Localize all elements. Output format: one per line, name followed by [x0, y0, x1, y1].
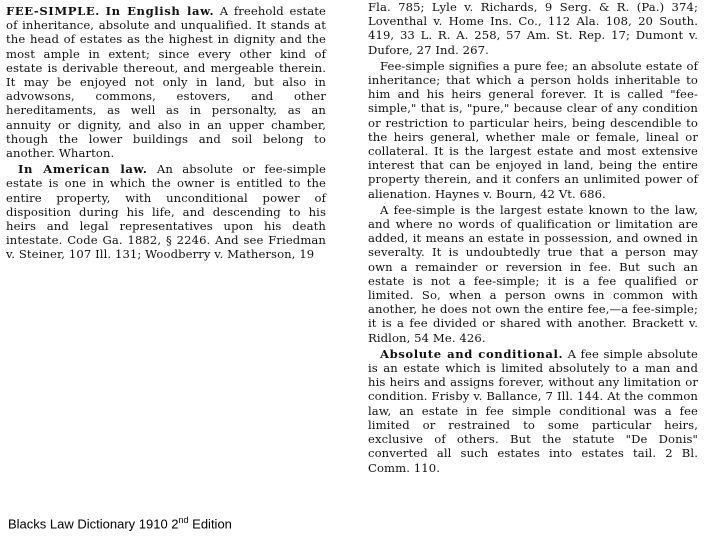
definition-english-law [6, 4, 326, 160]
fee-simple-signifies-text: Fee-simple signifies a pure fee; an absolute estate of inheritance; that which a person holds inheritable to him and his heirs general forever. It is called "fee-simple," that is, "pure," because clear of any condition or restriction to particular heirs, being descendible to the heirs general, whether male or female, lineal or collateral. It is the largest estate and most extensive interest that can be enjoyed in land, being the entire property therein, and it confers an unlimited power of alienation. Haynes v. Bourn, 42 Vt. 686. [368, 58, 698, 201]
absolute-conditional-heading: Absolute and conditional. [380, 346, 564, 361]
american-law-text: An absolute or fee-simple estate is one in which the owner is entitled to the entire property, with unconditional power of disposition during his life, and descending to his heirs and legal representatives upon his death intestate. Code Ga. 1882, § 2246. And see Friedman v. Steiner, 107 Ill. 131; Woodberry v. Matherson, 19 [6, 162, 326, 262]
fee-simple-signifies-paragraph [368, 59, 698, 201]
american-law-heading: In American law. [18, 162, 148, 177]
citation-continuation [368, 0, 698, 57]
absolute-conditional-text: A fee simple absolute is an estate which is limited absolutely to a man and his heirs and assigns forever, without any limitation or condition. Frisby v. Ballance, 7 Ill. 144. At the common law, an estate in fee simple conditional was a fee limited or restrained to some particular heirs, exclusive of others. But the statute "De Donis" converted all such estates into estates tail. 2 Bl. Comm. 110. [368, 346, 698, 475]
caption-superscript: nd [178, 515, 189, 525]
definition-american-law [6, 162, 326, 261]
english-law-text: A freehold estate of inheritance, absolute and unqualified. It stands at the head of estates as the highest in dignity and the most ample in extent; since every other kind of estate is derivable thereout, and mergeable therein. It may be enjoyed not only in land, but also in advowsons, commons, estovers, and other hereditaments, as well as in personalty, as an annuity or dignity, and also in an upper chamber, though the lower buildings and soil belong to another. Wharton. [6, 4, 326, 161]
caption-text: Blacks Law Dictionary 1910 2 [8, 516, 179, 532]
largest-estate-paragraph [368, 203, 698, 345]
english-law-heading: In English law. [105, 4, 215, 18]
entry-heading: FEE-SIMPLE. [6, 4, 100, 18]
caption-suffix: Edition [188, 516, 232, 532]
citation-continuation-text: Fla. 785; Lyle v. Richards, 9 Serg. & R. (Pa.) 374; Loventhal v. Home Ins. Co., 112 Ala. 108, 20 South. 419, 33 L. R. A. 258, 57 Am. St. Rep. 17; Dumont v. Dufore, 27 Ind. 267. [368, 0, 698, 57]
absolute-conditional-paragraph [368, 347, 698, 475]
largest-estate-text: A fee-simple is the largest estate known to the law, and where no words of qualification or limitation are added, it means an estate in possession, and owned in severalty. It is undoubtedly true that a person may own a remainder or reversion in fee. But such an estate is not a fee-simple; it is a fee qualified or limited. So, when a person owns in common with another, he does not own the entire fee,—a fee-simple; it is a fee divided or shared with another. Brackett v. Ridlon, 54 Me. 426. [368, 202, 698, 345]
source-caption [8, 515, 232, 531]
right-column [368, 0, 698, 475]
left-column [6, 4, 326, 262]
